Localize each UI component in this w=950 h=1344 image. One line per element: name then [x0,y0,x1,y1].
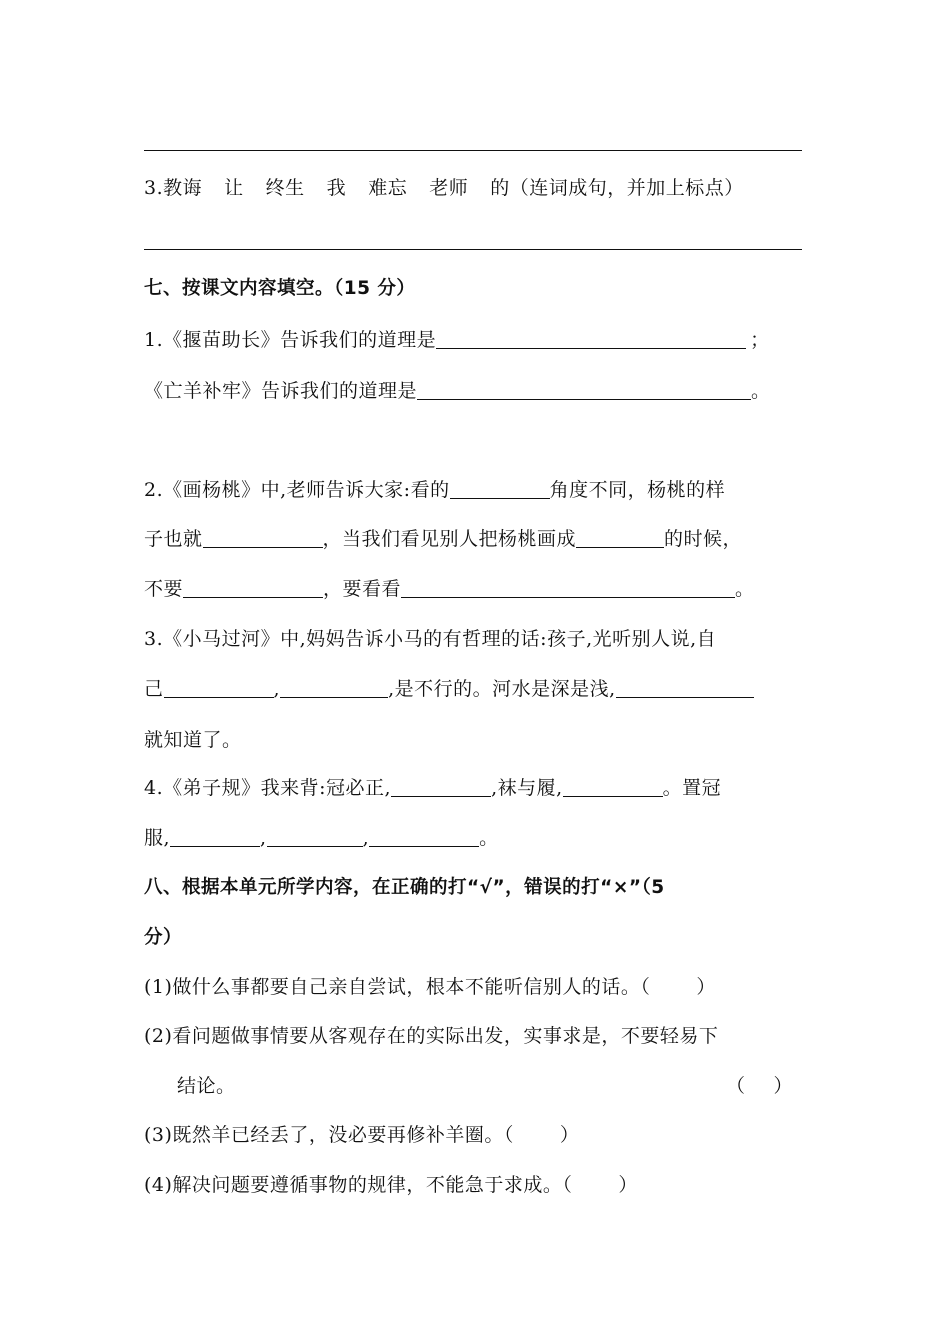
s8-item-3: (3)既然羊已经丢了，没必要再修补羊圈。（ ） [144,1124,580,1146]
s7-q1-line2: 《亡羊补牢》告诉我们的道理是 。 [144,376,771,406]
word: 我 [326,177,347,199]
word: 3.教诲 [144,177,203,199]
section-8-heading: 八、根据本单元所学内容，在正确的打“√”，错误的打“×”（5 [144,877,665,898]
blank[interactable] [267,824,363,847]
s8-item-2: (2)看问题做事情要从客观存在的实际出发，实事求是，不要轻易下 [144,1025,719,1047]
blank[interactable] [616,675,754,698]
s8-item-2-parens: （ ） [726,1075,794,1097]
blank[interactable] [563,774,663,797]
blank[interactable] [183,575,323,598]
blank[interactable] [417,377,751,400]
blank[interactable] [164,675,274,698]
answer-line[interactable] [144,150,802,151]
word: 让 [224,177,244,199]
blank[interactable] [369,824,479,847]
s7-q4-line2: 服, , , 。 [144,823,499,853]
blank[interactable] [170,824,260,847]
word: 老师 [429,177,469,199]
s7-q1-line1: 1.《揠苗助长》告诉我们的道理是 ； [144,325,770,355]
s7-q3-line3: 就知道了。 [144,729,242,751]
blank[interactable] [280,675,388,698]
s7-q2-line3: 不要 ，要看看 。 [144,574,755,604]
blank[interactable] [391,774,491,797]
blank[interactable] [401,575,735,598]
s7-q4-line1: 4.《弟子规》我来背:冠必正, ,袜与履, 。置冠 [144,773,721,803]
word: 的 [490,177,510,199]
s7-q3-line2: 己 , ,是不行的。河水是深是浅, [144,674,754,704]
word: 难忘 [368,177,408,199]
word: 终生 [265,177,305,199]
section-7-heading: 七、按课文内容填空。（15 分） [144,278,416,299]
blank[interactable] [203,525,323,548]
q6-3-line [144,173,744,203]
answer-line[interactable] [144,249,802,250]
s7-q3-line1: 3.《小马过河》中,妈妈告诉小马的有哲理的话:孩子,光听别人说,自 [144,628,717,650]
s8-item-4: (4)解决问题要遵循事物的规律，不能急于求成。（ ） [144,1174,638,1196]
section-8-heading-cont: 分） [144,927,183,948]
s7-q2-line2: 子也就 ，当我们看见别人把杨桃画成 的时候， [144,524,742,554]
s8-item-2-cont: 结论。 [177,1075,236,1097]
blank[interactable] [450,476,550,499]
s8-item-1: (1)做什么事都要自己亲自尝试，根本不能听信别人的话。（ ） [144,976,716,998]
blank[interactable] [576,525,664,548]
s7-q2-line1: 2.《画杨桃》中,老师告诉大家:看的 角度不同，杨桃的样 [144,475,725,505]
instruction: （连词成句，并加上标点） [509,177,744,199]
blank[interactable] [436,326,746,349]
